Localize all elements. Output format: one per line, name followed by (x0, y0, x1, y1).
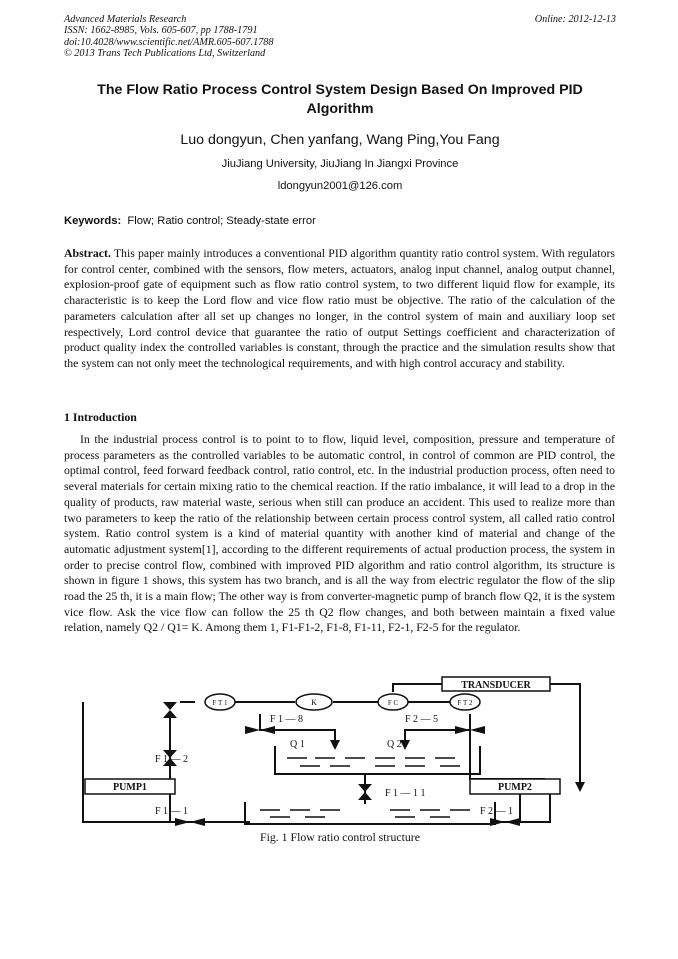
figure-caption: Fig. 1 Flow ratio control structure (260, 830, 420, 844)
keywords-label: Keywords: (64, 215, 122, 227)
abstract-label: Abstract. (64, 246, 111, 260)
doi-line: doi:10.4028/www.scientific.net/AMR.605-607.1788 (64, 36, 274, 48)
flow-ratio-diagram (75, 674, 605, 826)
abstract-text: This paper mainly introduces a conventional PID algorithm quantity ratio control system. With regulators for control center, combined with the sensors, flow meters, actuators, analog input channel, analog output channel, explosion-proof gate of equipment such as flow ratio control system, to two different liquid flow for example, its characteristic is to keep the Lord flow and vice flow ratio must be objective. The ratio of the calculation of the parameters calculation after all set up changes no longer, in the control system of main and auxiliary loop set respectively, Lord control device that guarantee the ratio of output Settings coefficient and characterization of product quality index the controlled variables is constant, through the practice and the simulation results show that the system can not only meet the technological requirements, and with high control accuracy and stability. (64, 246, 615, 370)
author-email: ldongyun2001@126.com (277, 180, 403, 192)
pump1-label: PUMP1 (113, 782, 147, 793)
f1-2-label: F 1 — 2 (155, 754, 189, 765)
f2-1-label: F 2 — 1 (480, 806, 514, 817)
issn-line: ISSN: 1662-8985, Vols. 605-607, pp 1788-1791 (64, 25, 258, 37)
transducer-label: TRANSDUCER (461, 680, 531, 691)
fc-label: F C (387, 699, 399, 707)
journal-name: Advanced Materials Research (64, 14, 187, 25)
f1-1-label: F 1 — 1 (155, 806, 189, 817)
section-heading: 1 Introduction (64, 410, 137, 424)
pump2-label: PUMP2 (498, 782, 532, 793)
ft2-label: F T 2 (457, 699, 473, 707)
paper-title (60, 81, 620, 119)
ft1-label: F T 1 (212, 699, 228, 707)
f1-8-label: F 1 — 8 (270, 714, 304, 725)
title-line-2: Algorithm (306, 101, 374, 117)
f1-11-label: F 1 — 1 1 (385, 788, 426, 799)
online-date: Online: 2012-12-13 (534, 14, 616, 25)
q1-label: Q 1 (290, 739, 305, 750)
k-label: K (311, 698, 317, 707)
affiliation: JiuJiang University, JiuJiang In Jiangxi Province (221, 158, 459, 170)
title-line-1: The Flow Ratio Process Control System Design Based On Improved PID (97, 82, 583, 98)
keywords (64, 215, 616, 227)
journal-header (64, 14, 616, 60)
f2-5-label: F 2 — 5 (405, 714, 439, 725)
intro-paragraph: In the industrial process control is to point to to flow, liquid level, composition, pressure and temperature of process parameters as the controlled variables to be automatic control, in control of common are PID control, the optimal control, feed forward feedback control, ratio control, etc. In the industrial production process, often need to several materials for certain mixing ratio to the chemical reaction. If the ratio imbalance, it will lead to a drop in the quality of products, raw material waste, serious when still can produce an accident. This used to realize more than two parameters to keep the ratio of the relationship between certain process control system, all called ratio control system. Ratio control system is a kind of material quantity with another kind of material and change of the automatic adjustment system[1], according to the different requirements of actual production process, the system in order to precise control flow, combined with improved PID algorithm and ratio control algorithm, its structure is shown in figure 1 shows, this system has two branch, and is all the way from electric regulator the flow of the slip road the 25 th, it is a main flow; The other way is from converter-magnetic pump of branch flow Q2, it is the system vice flow. Ask the vice flow can follow the 25 th Q2 flow changes, and both between maintain a fixed value relation, namely Q2 / Q1= K. Among them 1, F1-F1-2, F1-8, F1-11, F2-1, F2-5 for the regulator. (64, 432, 615, 635)
authors: Luo dongyun, Chen yanfang, Wang Ping,You Fang (180, 132, 500, 148)
keywords-text: Flow; Ratio control; Steady-state error (127, 215, 316, 227)
copyright-line: © 2013 Trans Tech Publications Ltd, Switzerland (64, 48, 266, 60)
q2-label: Q 2 (387, 739, 402, 750)
abstract (64, 246, 615, 372)
